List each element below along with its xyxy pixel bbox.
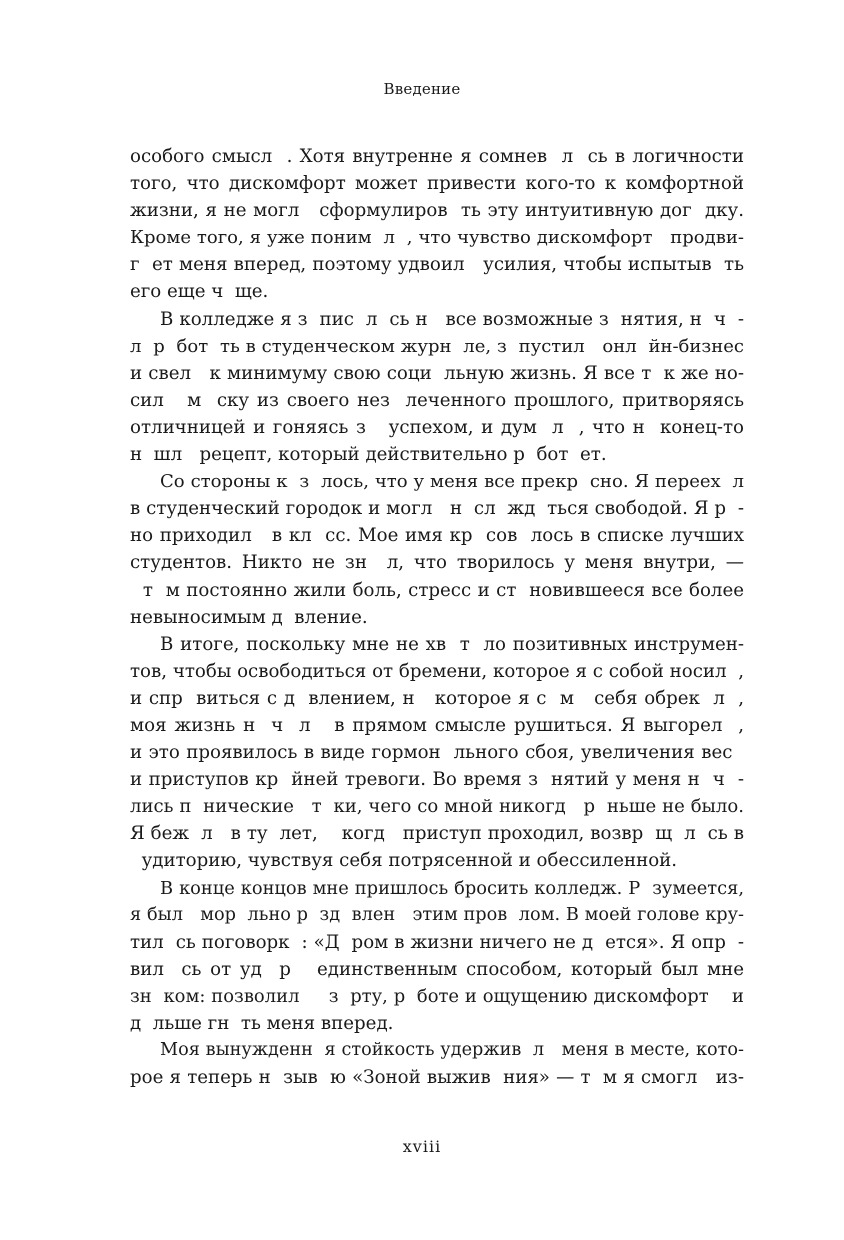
text-line: г ет меня вперед, поэтому удвоил усилия, чтобы испытыв ть <box>130 254 744 276</box>
text-line: и приступов кр йней тревоги. Во время з нятий у меня н ч - <box>130 769 744 791</box>
text-line: зн ком: позволил з рту, р боте и ощущению дискомфорт и <box>130 985 744 1007</box>
text-line: т м постоянно жили боль, стресс и ст новившееся все более <box>130 579 744 601</box>
page-number: xviii <box>402 1137 442 1156</box>
paragraph <box>130 468 744 631</box>
text-line: тов, чтобы освободиться от бремени, которое я с собой носил , <box>130 660 744 682</box>
text-line: отличницей и гоняясь з успехом, и дум л , что н конец-то <box>130 416 744 438</box>
running-head: Введение <box>383 80 461 98</box>
text-line: В колледже я з пис л сь н все возможные з нятия, н ч - <box>160 308 744 330</box>
text-line: и свел к минимуму свою соци льную жизнь. Я все т к же но- <box>130 362 744 384</box>
text-line: сил м ску из своего нез леченного прошлого, притворяясь <box>130 389 744 411</box>
text-line: вил сь от уд р единственным способом, который был мне <box>130 958 744 980</box>
text-line: Со стороны к з лось, что у меня все прекр сно. Я переех л <box>160 471 744 493</box>
paragraph <box>130 143 744 306</box>
text-line: невыносимым д вление. <box>130 606 368 628</box>
text-line: л р бот ть в студенческом журн ле, з пустил онл йн-бизнес <box>130 335 744 357</box>
text-line: рое я теперь н зыв ю «Зоной выжив ния» — т м я смогл из- <box>130 1067 744 1089</box>
text-line: того, что дискомфорт может привести кого-то к комфортной <box>130 173 744 195</box>
text-line: но приходил в кл сс. Мое имя кр сов лось в списке лучших <box>130 525 744 547</box>
text-line: моя жизнь н ч л в прямом смысле рушиться. Я выгорел , <box>130 714 744 736</box>
paragraph <box>130 875 744 1038</box>
text-line: В итоге, поскольку мне не хв т ло позитивных инструмен- <box>160 633 744 655</box>
text-line: лись п нические т ки, чего со мной никогд р ньше не было. <box>130 796 744 818</box>
text-line: Я беж л в ту лет, когд приступ проходил, возвр щ л сь в <box>130 823 744 845</box>
text-line: Моя вынужденн я стойкость удержив л меня в месте, кото- <box>160 1040 744 1061</box>
text-line: удиторию, чувствуя себя потрясенной и обессиленной. <box>130 850 678 872</box>
paragraph <box>130 631 744 875</box>
text-line: и это проявилось в виде гормон льного сбоя, увеличения вес <box>130 742 744 764</box>
text-line: особого смысл . Хотя внутренне я сомнев л сь в логичности <box>130 146 744 167</box>
text-line: н шл рецепт, который действительно р бот ет. <box>130 444 607 466</box>
text-line: тил сь поговорк : «Д ром в жизни ничего не д ется». Я опр - <box>130 931 744 953</box>
paragraph <box>130 1037 744 1091</box>
text-line: я был мор льно р зд влен этим пров лом. В моей голове кру- <box>130 904 744 925</box>
text-line: и спр виться с д влением, н которое я с м себя обрек л , <box>130 687 744 709</box>
text-line: в студенческий городок и могл н сл жд ться свободой. Я р - <box>130 498 744 520</box>
text-line: жизни, я не могл сформулиров ть эту интуитивную дог дку. <box>130 200 744 222</box>
text-line: Кроме того, я уже поним л , что чувство дискомфорт продви- <box>130 227 744 249</box>
text-line: д льше гн ть меня вперед. <box>130 1013 394 1034</box>
paragraph <box>130 306 744 469</box>
text-line: его еще ч ще. <box>130 281 269 303</box>
text-line: В конце концов мне пришлось бросить колледж. Р зумеется, <box>160 877 744 899</box>
page-body <box>130 143 744 1091</box>
text-line: студентов. Никто не зн л, что творилось у меня внутри, — <box>130 552 744 574</box>
